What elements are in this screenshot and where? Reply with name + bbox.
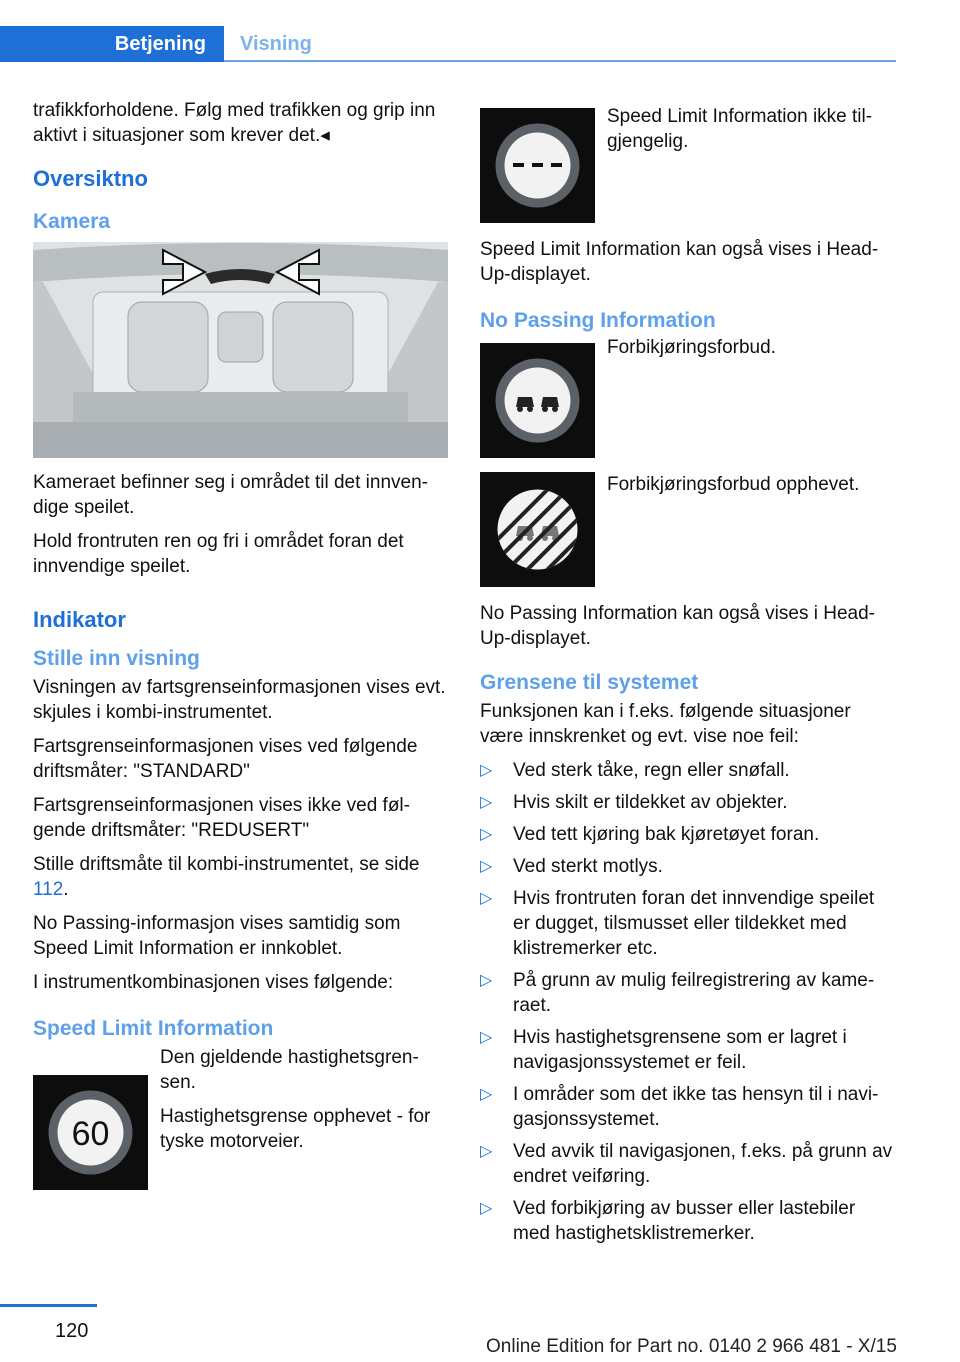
no-passing-end-desc: Forbikjøringsforbud opphevet.: [607, 474, 860, 495]
list-item: [480, 822, 896, 847]
edition-footer: Online Edition for Part no. 0140 2 966 481 - X/15: [486, 1336, 897, 1357]
triangle-bullet-icon: ▷: [480, 1200, 493, 1217]
list-item: [480, 968, 896, 1018]
list-item: [480, 1025, 896, 1075]
stille-paragraph-2: Fartsgrenseinformasjonen vises ved følgende driftsmåter: "STANDARD": [33, 736, 418, 782]
speed-limit-unavailable-icon: [480, 108, 595, 223]
left-column: [33, 98, 448, 1204]
stille-paragraph-3: Fartsgrenseinformasjonen vises ikke ved følgende driftsmåter: "REDUSERT": [33, 795, 410, 841]
list-item: [480, 854, 896, 879]
tab-visning[interactable]: Visning: [240, 32, 312, 55]
list-item-text: Ved avvik til navigasjonen, f.eks. på grunn av endret veiføring.: [513, 1141, 893, 1187]
triangle-bullet-icon: ▷: [480, 762, 493, 779]
footer-rule: [0, 1304, 97, 1307]
list-item: [480, 1082, 896, 1132]
sign-dash-text: [607, 108, 896, 163]
tab-betjening[interactable]: Betjening: [0, 26, 224, 62]
sign-60-desc-2: Hastighetsgrense opphevet - for tyske motorveier.: [160, 1106, 431, 1152]
no-passing-icon: [480, 343, 595, 458]
triangle-bullet-icon: ▷: [480, 1143, 493, 1160]
list-item-text: I områder som det ikke tas hensyn til i navigasjonssystemet.: [513, 1084, 879, 1130]
heading-speed-limit-information: Speed Limit Information: [33, 1017, 274, 1040]
no-passing-row: [480, 337, 896, 458]
triangle-bullet-icon: ▷: [480, 794, 493, 811]
no-passing-end-row: [480, 472, 896, 587]
sign-60-desc-1: Den gjeldende hastighetsgrensen.: [160, 1047, 419, 1093]
list-item: [480, 790, 896, 815]
list-item-text: Hvis skilt er tildekket av objekter.: [513, 792, 788, 813]
chapter-header: [0, 26, 896, 62]
hud-paragraph-1: Speed Limit Information kan også vises i Head-Up-displayet.: [480, 239, 879, 285]
car-interior-image: [33, 242, 448, 458]
list-item: [480, 1139, 896, 1189]
list-item-text: Ved tett kjøring bak kjøretøyet foran.: [513, 824, 820, 845]
intro-paragraph: trafikkforholdene. Følg med trafikken og grip inn aktivt i situasjoner som krever det.◂: [33, 100, 436, 146]
heading-grensene-til-systemet: Grensene til systemet: [480, 671, 699, 694]
grensene-paragraph: Funksjonen kan i f.eks. følgende situasjoner være innskrenket og evt. vise noe feil:: [480, 701, 851, 747]
list-item-text: På grunn av mulig feilregistrering av kameraet.: [513, 970, 875, 1016]
stille-paragraph-4: [33, 852, 448, 902]
kamera-paragraph-1: Kameraet befinner seg i området til det innvendige speilet.: [33, 472, 428, 518]
heading-oversikt: Oversiktno: [33, 166, 148, 191]
right-column: [480, 108, 896, 1253]
list-item: [480, 1196, 896, 1246]
page-link-112[interactable]: 112: [33, 879, 64, 900]
stille-paragraph-5: No Passing-informasjon vises samtidig som Speed Limit Information er innkoblet.: [33, 913, 401, 959]
page-number: 120: [55, 1320, 89, 1342]
list-item-text: Ved sterk tåke, regn eller snøfall.: [513, 760, 790, 781]
list-item-text: Ved forbikjøring av busser eller lastebiler med hastighetsklistremerker.: [513, 1198, 856, 1244]
no-passing-end-icon: [480, 472, 595, 587]
no-passing-desc: Forbikjøringsforbud.: [607, 337, 776, 358]
sign-dash-row: [480, 108, 896, 223]
triangle-bullet-icon: ▷: [480, 1086, 493, 1103]
camera-illustration: [33, 242, 448, 458]
stille-paragraph-1: Visningen av fartsgrenseinformasjonen vises evt. skjules i kombi-instrumentet.: [33, 677, 446, 723]
stille-p4-end: .: [63, 879, 69, 900]
no-passing-end-text: [607, 472, 859, 506]
list-item: [480, 886, 896, 961]
list-item-text: Ved sterkt motlys.: [513, 856, 663, 877]
stille-p4-text: Stille driftsmåte til kombi-instrumentet, se side: [33, 854, 420, 875]
sign-60-label: 60: [71, 1115, 110, 1153]
limitations-list: [480, 758, 896, 1246]
no-passing-text: [607, 337, 776, 369]
heading-stille-inn-visning: Stille inn visning: [33, 647, 200, 670]
heading-indikator: Indikator: [33, 607, 126, 632]
sign-dash-desc: Speed Limit Information ikke tilgjengelig.: [607, 106, 873, 152]
speed-limit-60-icon: [33, 1075, 148, 1190]
heading-no-passing-information: No Passing Information: [480, 309, 716, 332]
triangle-bullet-icon: ▷: [480, 826, 493, 843]
list-item-text: Hvis hastighetsgrensene som er lagret i navigasjonssystemet er feil.: [513, 1027, 847, 1073]
triangle-bullet-icon: ▷: [480, 890, 493, 907]
triangle-bullet-icon: ▷: [480, 1029, 493, 1046]
sign-60-row: [33, 1045, 448, 1190]
sign-60-text: [160, 1045, 448, 1163]
triangle-bullet-icon: ▷: [480, 858, 493, 875]
list-item: [480, 758, 896, 783]
stille-paragraph-6: I instrumentkombinasjonen vises følgende:: [33, 972, 394, 993]
heading-kamera: Kamera: [33, 210, 111, 233]
hud-paragraph-2: No Passing Information kan også vises i Head-Up-displayet.: [480, 603, 875, 649]
list-item-text: Hvis frontruten foran det innvendige speilet er dugget, tilsmusset eller tildekket med klistremerker etc.: [513, 888, 875, 959]
triangle-bullet-icon: ▷: [480, 972, 493, 989]
kamera-paragraph-2: Hold frontruten ren og fri i området foran det innvendige speilet.: [33, 531, 404, 577]
